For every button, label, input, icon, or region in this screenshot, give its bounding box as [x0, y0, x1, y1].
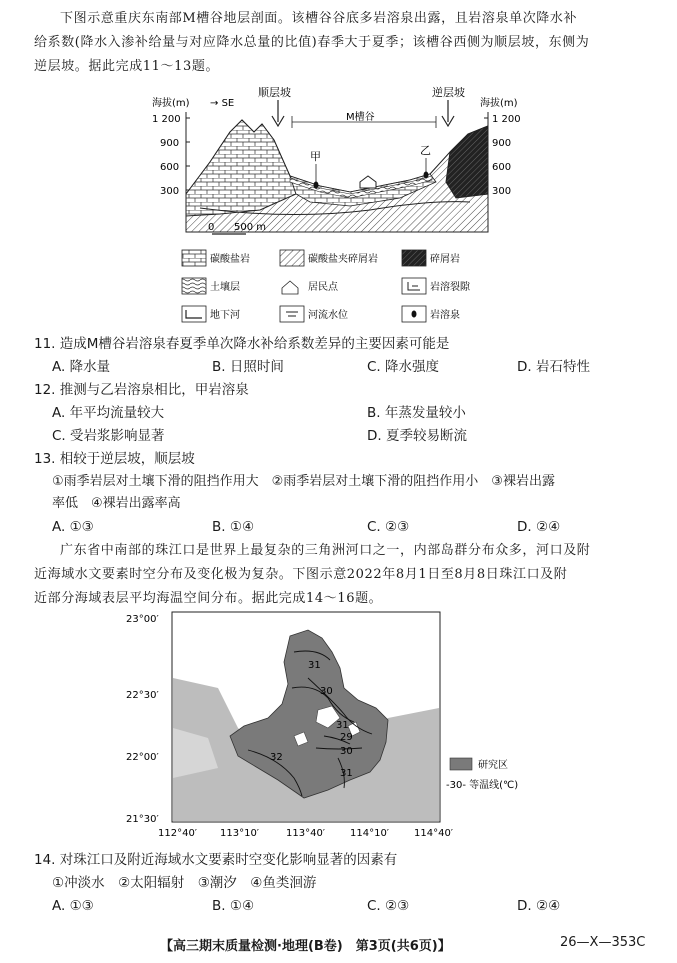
spring-b-label: 乙 [420, 144, 431, 157]
q11-option-b[interactable]: B. 日照时间 [212, 359, 284, 375]
lon-label-113-40: 113°40′ [286, 828, 326, 838]
q14-stem: 14. 对珠江口及附近海域水文要素时空变化影响显著的因素有 [34, 852, 398, 868]
q13-option-c[interactable]: C. ②③ [367, 519, 410, 535]
q13-option-a[interactable]: A. ①③ [52, 519, 94, 535]
lon-label-114-10: 114°10′ [350, 828, 390, 838]
q13-stem: 13. 相较于逆层坡，顺层坡 [34, 451, 195, 467]
left-tick-600: 600 [160, 162, 180, 173]
q11-option-a[interactable]: A. 降水量 [52, 359, 111, 375]
left-tick-300: 300 [160, 186, 180, 197]
intro2-line-1: 广东省中南部的珠江口是世界上最复杂的三角洲河口之一，内部岛群分布众多，河口及附 [60, 543, 591, 558]
right-axis-title: 海拔(m) [480, 98, 518, 109]
q13-option-d[interactable]: D. ②④ [517, 519, 561, 535]
legend-spring: 岩溶泉 [430, 310, 460, 321]
right-tick-1200: 1 200 [492, 114, 521, 125]
left-slope-arrow [272, 100, 284, 126]
right-tick-900: 900 [492, 138, 512, 149]
isotherm-label-5: 30 [340, 746, 353, 757]
lat-label-23-00: 23°00′ [126, 614, 159, 625]
scale-zero: 0 [208, 222, 215, 233]
direction-label: → SE [210, 98, 235, 109]
scale-label: 500 m [234, 222, 267, 233]
legend-clastic: 碎屑岩 [430, 254, 460, 265]
lat-label-22-30: 22°30′ [126, 690, 159, 701]
left-axis-title: 海拔(m) [152, 98, 190, 109]
right-tick-300: 300 [492, 186, 512, 197]
valley-label: M槽谷 [346, 112, 375, 123]
legend-soil: 土壤层 [210, 282, 240, 293]
spring-b-marker [424, 172, 429, 179]
isotherm-label-6: 31 [340, 768, 353, 779]
intro1-line-1: 下图示意重庆东南部M槽谷地层剖面。该槽谷谷底多岩溶泉出露，且岩溶泉单次降水补 [60, 11, 578, 26]
lat-label-22-00: 22°00′ [126, 752, 159, 763]
lon-label-114-40: 114°40′ [414, 828, 454, 838]
q12-stem: 12. 推测与乙岩溶泉相比，甲岩溶泉 [34, 382, 249, 398]
q14-option-d[interactable]: D. ②④ [517, 898, 561, 914]
intro1-line-2: 给系数(降水入渗补给量与对应降水总量的比值)春季大于夏季；该槽谷西侧为顺层坡，东侧为 [34, 35, 590, 50]
isotherm-label-2: 30 [320, 686, 333, 697]
isotherm-label-1: 31 [308, 660, 321, 671]
q12-option-c[interactable]: C. 受岩浆影响显著 [52, 428, 165, 444]
right-tick-600: 600 [492, 162, 512, 173]
isotherm-label-7: 32 [270, 752, 283, 763]
left-tick-900: 900 [160, 138, 180, 149]
legend-fissure: 岩溶裂隙 [430, 282, 470, 293]
q12-option-d[interactable]: D. 夏季较易断流 [367, 428, 467, 444]
left-slope-label: 顺层坡 [258, 86, 291, 99]
q14-items: ①冲淡水 ②太阳辐射 ③潮汐 ④鱼类洄游 [52, 875, 317, 891]
q11-option-c[interactable]: C. 降水强度 [367, 359, 440, 375]
q13-option-b[interactable]: B. ①④ [212, 519, 255, 535]
lon-label-113-10: 113°10′ [220, 828, 260, 838]
q13-statements-line-1: ①雨季岩层对土壤下滑的阻挡作用大 ②雨季岩层对土壤下滑的阻挡作用小 ③裸岩出露 [52, 474, 555, 489]
legend-carbonate: 碳酸盐岩 [210, 254, 250, 265]
q12-option-a[interactable]: A. 年平均流量较大 [52, 405, 165, 421]
carbonate-layer [186, 120, 296, 216]
figure-1-cross-section [150, 82, 530, 332]
right-slope-arrow [442, 100, 454, 126]
intro1-line-3: 逆层坡。据此完成11～13题。 [34, 59, 220, 74]
intro2-line-2: 近海域水文要素时空分布及变化极为复杂。下图示意2022年8月1日至8月8日珠江口及附 [34, 567, 568, 582]
q13-statements-line-2: 率低 ④裸岩出露率高 [52, 496, 181, 511]
settlement-icon [360, 176, 376, 188]
q12-option-b[interactable]: B. 年蒸发量较小 [367, 405, 466, 421]
footer-title: 【高三期末质量检测·地理(B卷) 第3页(共6页)】 [160, 939, 451, 954]
legend-study-area-swatch [450, 758, 472, 770]
q14-option-a[interactable]: A. ①③ [52, 898, 94, 914]
left-tick-1200: 1 200 [152, 114, 181, 125]
legend [182, 250, 471, 322]
legend-study-area: 研究区 [478, 760, 508, 771]
spring-a-marker [314, 182, 319, 189]
legend-underground-river: 地下河 [210, 310, 240, 321]
q11-option-d[interactable]: D. 岩石特性 [517, 359, 590, 375]
lat-label-21-30: 21°30′ [126, 814, 159, 825]
footer-code: 26—X—353C [560, 935, 646, 950]
legend-water-level: 河流水位 [308, 310, 348, 321]
right-slope-label: 逆层坡 [432, 86, 465, 99]
legend-isotherm: -30- 等温线(℃) [446, 780, 519, 791]
legend-carbonate-clastic: 碳酸盐夹碎屑岩 [308, 254, 378, 265]
legend-settlement: 居民点 [308, 282, 338, 293]
clastic-layer [446, 126, 488, 198]
lon-label-112-40: 112°40′ [158, 828, 198, 838]
q14-option-c[interactable]: C. ②③ [367, 898, 410, 914]
figure-2-sst-map [118, 608, 538, 838]
intro2-line-3: 近部分海域表层平均海温空间分布。据此完成14～16题。 [34, 591, 383, 606]
q11-stem: 11. 造成M槽谷岩溶泉春夏季单次降水补给系数差异的主要因素可能是 [34, 336, 450, 352]
q14-option-b[interactable]: B. ①④ [212, 898, 255, 914]
isotherm-label-3: 31 [336, 720, 349, 731]
isotherm-label-4: 29 [340, 732, 353, 743]
spring-a-label: 甲 [310, 150, 321, 163]
